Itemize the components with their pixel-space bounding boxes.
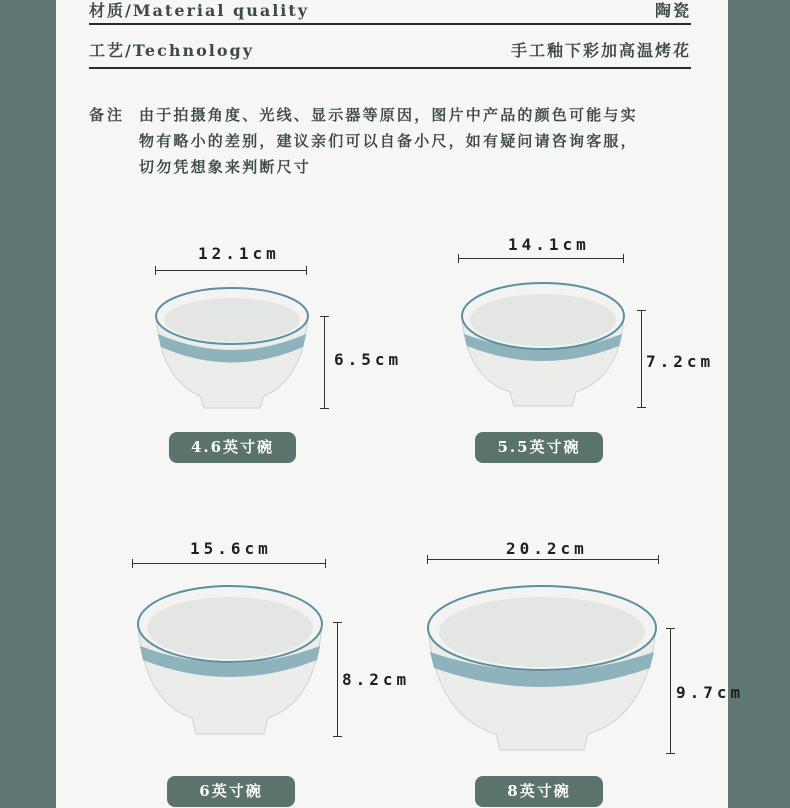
bowl-image [134,582,326,738]
technology-value: 手工釉下彩加高温烤花 [510,41,691,60]
bowl-height-label: 9.7cm [676,683,745,702]
technology-label: 工艺/Technology [89,41,255,60]
note-label: 备注 [89,106,126,124]
bowl-height-label: 8.2cm [342,670,411,689]
width-dimension-line [458,258,624,259]
height-dimension-line [641,310,642,408]
width-dimension-line [427,559,659,560]
divider [89,67,691,69]
height-dimension-line [670,628,671,754]
height-dimension-line [324,316,325,409]
bowl-height-label: 7.2cm [646,352,715,371]
bowl-width-label: 20.2cm [506,539,588,558]
product-detail-page [56,0,745,808]
bowl-width-label: 12.1cm [198,244,280,263]
note-line: 由于拍摄角度、光线、显示器等原因，图片中产品的颜色可能与实 [139,106,638,124]
bowl-size-badge: 5.5英寸碗 [475,432,603,463]
note-line: 物有略小的差别，建议亲们可以自备小尺，如有疑问请咨询客服， [139,132,638,150]
note-text [139,102,699,180]
bowl-height-label: 6.5cm [334,350,403,369]
bowl-width-label: 15.6cm [190,539,272,558]
material-label: 材质/Material quality [89,1,310,20]
height-dimension-line [337,622,338,737]
material-value: 陶瓷 [654,1,691,20]
bowl-image [424,582,660,754]
bowl-image [458,278,628,410]
note-line: 切勿凭想象来判断尺寸 [139,158,312,176]
bowl-image [152,284,312,414]
bowl-size-badge: 4.6英寸碗 [169,432,296,463]
divider [89,23,691,25]
bowl-width-label: 14.1cm [508,235,590,254]
width-dimension-line [155,270,307,271]
width-dimension-line [132,563,326,564]
bowl-size-badge: 6英寸碗 [167,776,295,807]
bowl-size-badge: 8英寸碗 [475,776,603,807]
